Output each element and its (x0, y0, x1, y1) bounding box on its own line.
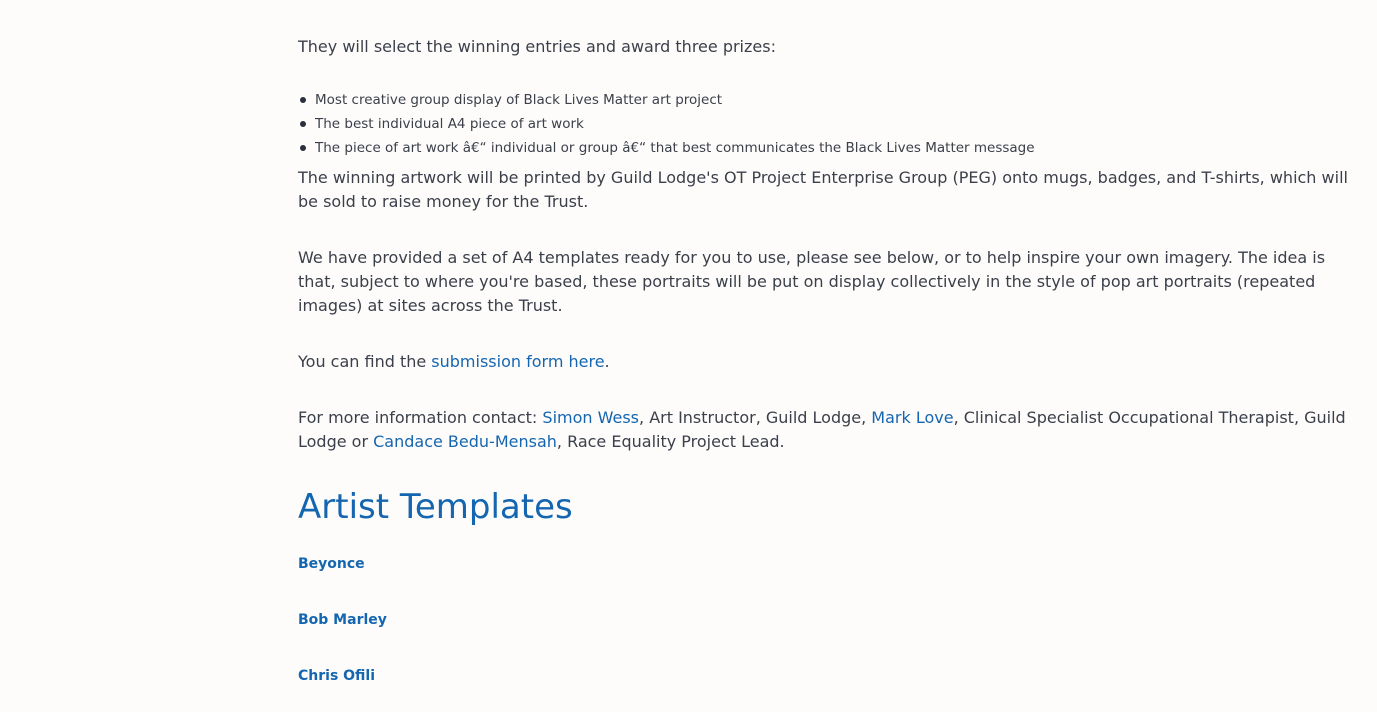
submission-prefix: You can find the (298, 352, 432, 371)
contact-link-simon-wess[interactable]: Simon Wess (542, 408, 640, 427)
list-item: The best individual A4 piece of art work (315, 112, 1355, 136)
list-item: The piece of art work â€“ individual or group â€“ that best communicates the Black Lives Matter message (315, 136, 1355, 160)
winning-artwork-paragraph: The winning artwork will be printed by Guild Lodge's OT Project Enterprise Group (PEG) onto mugs, badges, and T-shirts, which will be sold to raise money for the Trust. (298, 168, 1348, 211)
contact-role-3: , Race Equality Project Lead. (556, 432, 785, 451)
prizes-list (298, 88, 1355, 160)
contact-paragraph (298, 406, 1358, 454)
contact-role-2: , Clinical Specialist Occupational Therapist, Guild Lodge or (298, 408, 1346, 451)
template-link-chris-ofili[interactable]: Chris Ofili (298, 668, 376, 684)
contact-link-mark-love[interactable]: Mark Love (871, 408, 954, 427)
submission-suffix: . (604, 352, 610, 371)
prizes-intro: They will select the winning entries and award three prizes: (298, 37, 776, 56)
artist-templates-heading: Artist Templates (298, 487, 573, 527)
list-item: Most creative group display of Black Lives Matter art project (315, 88, 1355, 112)
templates-paragraph: We have provided a set of A4 templates ready for you to use, please see below, or to help inspire your own imagery. The idea is that, subject to where you're based, these portraits will be put on display collectively in the style of pop art portraits (repeated images) at sites across the Trust. (298, 248, 1326, 315)
contact-role-1: , Art Instructor, Guild Lodge, (639, 408, 872, 427)
submission-form-link[interactable]: submission form here (431, 352, 605, 371)
template-link-bob-marley[interactable]: Bob Marley (298, 612, 387, 628)
template-link-beyonce[interactable]: Beyonce (298, 556, 365, 572)
contact-prefix: For more information contact: (298, 408, 543, 427)
contact-link-candace-bedu-mensah[interactable]: Candace Bedu-Mensah (373, 432, 557, 451)
submission-paragraph (298, 350, 1358, 374)
